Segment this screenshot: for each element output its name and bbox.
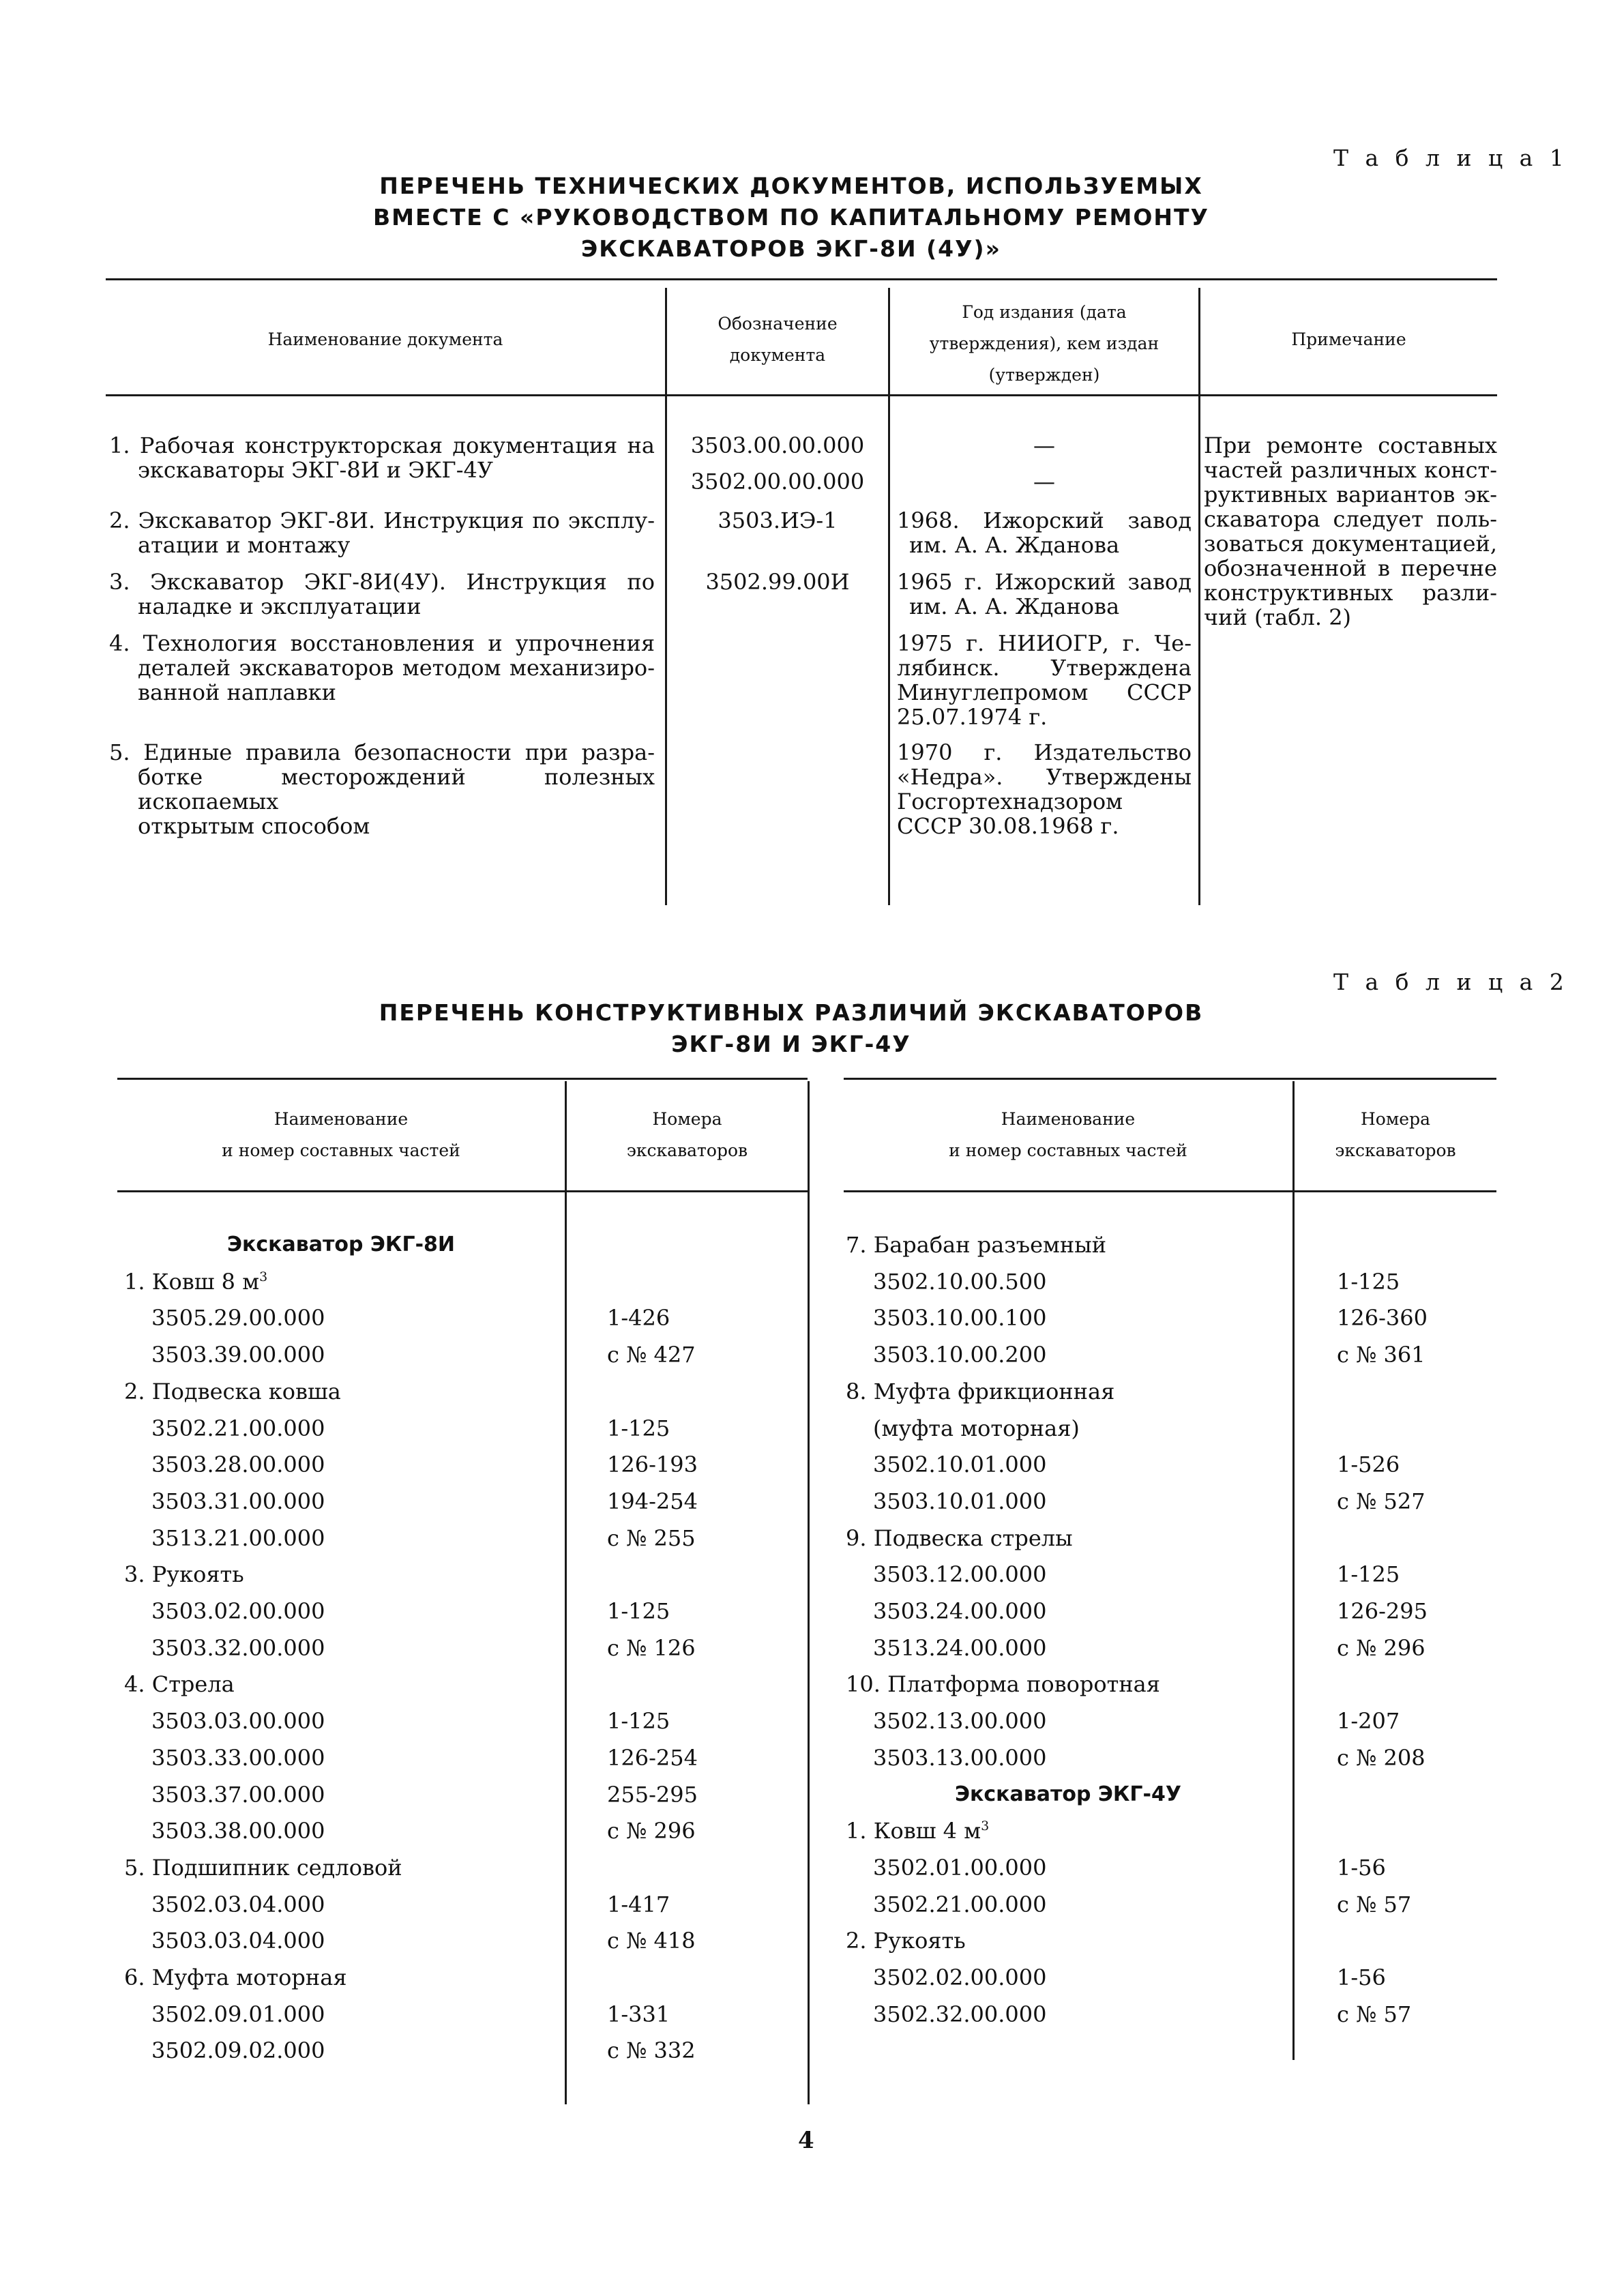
table1-row-1-code-1: 3503.00.00.000 [690, 432, 865, 458]
table2-left-num-20: с № 418 [607, 1928, 696, 1954]
table1-row-1-name: 1. Рабочая конструкторская документация на экскаваторы ЭКГ-8И и ЭКГ-4У [109, 432, 655, 483]
table2-right-item-5: 8. Муфта фрикционная [846, 1378, 1115, 1404]
table2-right-code-8: 3503.10.01.000 [873, 1488, 1047, 1514]
table2-left-code-22: 3502.09.01.000 [151, 2001, 325, 2027]
table1-row-2-name: 2. Экскаватор ЭКГ-8И. Инструкция по эксплу- атации и монтажу [109, 507, 655, 558]
table2-header-nums-right: Номера экскаваторов [1335, 1109, 1456, 1160]
superscript-cube: 3 [259, 1269, 268, 1284]
table2-left-code-11: 3503.02.00.000 [151, 1598, 325, 1624]
table2-left-item-2: 1. Ковш 8 $м^3$ [124, 1268, 268, 1295]
superscript-cube: 3 [981, 1819, 990, 1834]
table2-left-code-20: 3503.03.04.000 [151, 1928, 325, 1954]
table1-row-2-year: 1968. Ижорский завод им. А. А. Жданова [897, 507, 1192, 558]
table2-right-code-19: 3502.21.00.000 [873, 1891, 1047, 1917]
table2-left-code-6: 3502.21.00.000 [151, 1415, 325, 1441]
table2-left-num-15: 126-254 [607, 1744, 698, 1771]
table2-left-item-5: 2. Подвеска ковша [124, 1378, 341, 1404]
table2-right-item-1: 7. Барабан разъемный [846, 1232, 1107, 1258]
table2-header-name-right: Наименование и номер составных частей [949, 1109, 1187, 1160]
table1-row-3-year: 1965 г. Ижорский завод им. А. А. Жданова [897, 569, 1192, 619]
table2-left-item-10: 3. Рукоять [124, 1561, 244, 1588]
page-number: 4 [798, 2127, 814, 2154]
table2-right-code-18: 3502.01.00.000 [873, 1854, 1047, 1881]
table2-col-divider-2 [808, 1081, 810, 2104]
table1-row-1-code-2: 3502.00.00.000 [690, 469, 865, 495]
table2-right-num-22: с № 57 [1337, 2001, 1412, 2027]
table2-left-num-12: с № 126 [607, 1634, 696, 1661]
table2-right-num-15: с № 208 [1337, 1744, 1425, 1771]
table2-right-num-19: с № 57 [1337, 1891, 1412, 1917]
table2-right-item-20: 2. Рукоять [846, 1928, 966, 1954]
table2-right-code-12: 3513.24.00.000 [873, 1634, 1047, 1661]
table1-row-1-year-2: — [1033, 469, 1055, 495]
table2-header-nums-left: Номера экскаваторов [626, 1109, 748, 1160]
table2-left-code-14: 3503.03.00.000 [151, 1708, 325, 1735]
table2-right-num-12: с № 296 [1337, 1634, 1425, 1661]
table1-col-divider-1 [665, 288, 667, 905]
table1-top-rule [106, 278, 1497, 280]
table1-row-3-name: 3. Экскаватор ЭКГ-8И(4У). Инструкция по наладке и эксплуатации [109, 569, 655, 619]
table2-top-rule-right [844, 1078, 1496, 1080]
table2-right-code-15: 3503.13.00.000 [873, 1744, 1047, 1771]
table2-right-num-3: 126-360 [1337, 1305, 1428, 1331]
table2-right-code-22: 3502.32.00.000 [873, 2001, 1047, 2027]
table2-left-num-17: с № 296 [607, 1818, 696, 1844]
table2-left-code-19: 3502.03.04.000 [151, 1891, 325, 1917]
table2-left-code-15: 3503.33.00.000 [151, 1744, 325, 1771]
table2-right-code-7: 3502.10.01.000 [873, 1452, 1047, 1478]
table1-row-3-code: 3502.99.00И [705, 569, 850, 595]
table2-right-code-2: 3502.10.00.500 [873, 1268, 1047, 1295]
table2-left-code-16: 3503.37.00.000 [151, 1781, 325, 1808]
table1-col-divider-3 [1198, 288, 1200, 905]
table2-left-code-23: 3502.09.02.000 [151, 2037, 325, 2064]
table2-right-sub-16: Экскаватор ЭКГ-4У [954, 1782, 1182, 1806]
table2-right-code-3: 3503.10.00.100 [873, 1305, 1047, 1331]
table2-right-code-14: 3502.13.00.000 [873, 1708, 1047, 1735]
table2-col-divider-3 [1292, 1081, 1295, 2060]
table1-row-5-year: 1970 г. Издательство «Недра». Утверждены Госгортехнадзором СССР 30.08.1968 г. [897, 739, 1192, 839]
table2-header-name-left: Наименование и номер составных частей [222, 1109, 460, 1160]
table1-header-year: Год издания (дата утверждения), кем издан (утвержден) [929, 302, 1159, 385]
table2-left-num-3: 1-426 [607, 1305, 670, 1331]
table2-left-num-16: 255-295 [607, 1781, 698, 1808]
table2-left-item-13: 4. Стрела [124, 1671, 235, 1698]
table2-left-code-12: 3503.32.00.000 [151, 1634, 325, 1661]
table2-left-code-3: 3505.29.00.000 [151, 1305, 325, 1331]
table1-note: При ремонте составных частей различных конст- руктивных вариантов эк- скаватора следует поль- зоваться документацией, обозначенной в перечне конструктивных разли- чий (табл. 2) [1204, 432, 1497, 630]
table1-row-5-name: 5. Единые правила безопасности при разра- ботке месторождений полезных ископаемых открытым способом [109, 739, 655, 839]
table2-left-num-22: 1-331 [607, 2001, 670, 2027]
table2-right-num-18: 1-56 [1337, 1854, 1386, 1881]
table1-header-note: Примечание [1291, 329, 1406, 349]
table1-row-4-year: 1975 г. НИИОГР, г. Че- лябинск. Утверждена Минуглепромом СССР 25.07.1974 г. [897, 630, 1192, 730]
table2-right-code-11: 3503.24.00.000 [873, 1598, 1047, 1624]
table2-right-code-4: 3503.10.00.200 [873, 1342, 1047, 1368]
table2-left-num-7: 126-193 [607, 1452, 698, 1478]
table2-right-num-8: с № 527 [1337, 1488, 1425, 1514]
table2-left-num-8: 194-254 [607, 1488, 698, 1514]
table2-right-num-7: 1-526 [1337, 1452, 1400, 1478]
table2-left-num-23: с № 332 [607, 2037, 696, 2064]
table2-col-divider-1 [565, 1081, 567, 2104]
table2-left-num-19: 1-417 [607, 1891, 670, 1917]
table2-left-code-8: 3503.31.00.000 [151, 1488, 325, 1514]
table2-left-code-9: 3513.21.00.000 [151, 1525, 325, 1551]
table1-title: ПЕРЕЧЕНЬ ТЕХНИЧЕСКИХ ДОКУМЕНТОВ, ИСПОЛЬЗУЕМЫХ ВМЕСТЕ С «РУКОВОДСТВОМ ПО КАПИТАЛЬНОМУ РЕМОНТУ ЭКСКАВАТОРОВ ЭКГ-8И (4У)» [373, 173, 1209, 262]
table2-right-num-21: 1-56 [1337, 1964, 1386, 1990]
table2-header-rule-right [844, 1190, 1496, 1192]
table2-header-rule-left [117, 1190, 808, 1192]
table1-row-4-name: 4. Технология восстановления и упрочнения деталей экскаваторов методом механизиро- ванной наплавки [109, 630, 655, 705]
table2-label: Т а б л и ц а 2 [1333, 969, 1569, 995]
table2-title: ПЕРЕЧЕНЬ КОНСТРУКТИВНЫХ РАЗЛИЧИЙ ЭКСКАВАТОРОВ ЭКГ-8И И ЭКГ-4У [379, 999, 1204, 1057]
table2-left-item-18: 5. Подшипник седловой [124, 1854, 402, 1881]
table1-header-rule [106, 394, 1497, 396]
table2-right-num-4: с № 361 [1337, 1342, 1425, 1368]
table2-right-cont-6: (муфта моторная) [873, 1415, 1080, 1441]
table2-right-item-13: 10. Платформа поворотная [846, 1671, 1160, 1698]
table2-right-code-10: 3503.12.00.000 [873, 1561, 1047, 1588]
table2-left-sub-1: Экскаватор ЭКГ-8И [227, 1233, 455, 1256]
table1-label: Т а б л и ц а 1 [1333, 145, 1569, 171]
table2-left-num-9: с № 255 [607, 1525, 696, 1551]
table2-right-num-2: 1-125 [1337, 1268, 1400, 1295]
table1-header-code: Обозначение документа [718, 314, 838, 365]
table2-left-code-17: 3503.38.00.000 [151, 1818, 325, 1844]
table2-right-item-9: 9. Подвеска стрелы [846, 1525, 1073, 1551]
table1-header-name: Наименование документа [267, 329, 503, 349]
table2-left-item-21: 6. Муфта моторная [124, 1964, 347, 1990]
table2-left-num-6: 1-125 [607, 1415, 670, 1441]
table2-left-code-4: 3503.39.00.000 [151, 1342, 325, 1368]
table2-left-num-11: 1-125 [607, 1598, 670, 1624]
table1-row-1-year-1: — [1033, 432, 1055, 458]
table2-left-code-7: 3503.28.00.000 [151, 1452, 325, 1478]
table2-right-code-21: 3502.02.00.000 [873, 1964, 1047, 1990]
table2-right-num-10: 1-125 [1337, 1561, 1400, 1588]
table2-top-rule-left [117, 1078, 808, 1080]
table2-left-num-4: с № 427 [607, 1342, 696, 1368]
table2-right-item-17: 1. Ковш 4 $м^3$ [846, 1818, 990, 1844]
table2-left-num-14: 1-125 [607, 1708, 670, 1735]
table2-right-num-14: 1-207 [1337, 1708, 1400, 1735]
table1-row-2-code: 3503.ИЭ-1 [718, 507, 838, 533]
table2-right-num-11: 126-295 [1337, 1598, 1428, 1624]
